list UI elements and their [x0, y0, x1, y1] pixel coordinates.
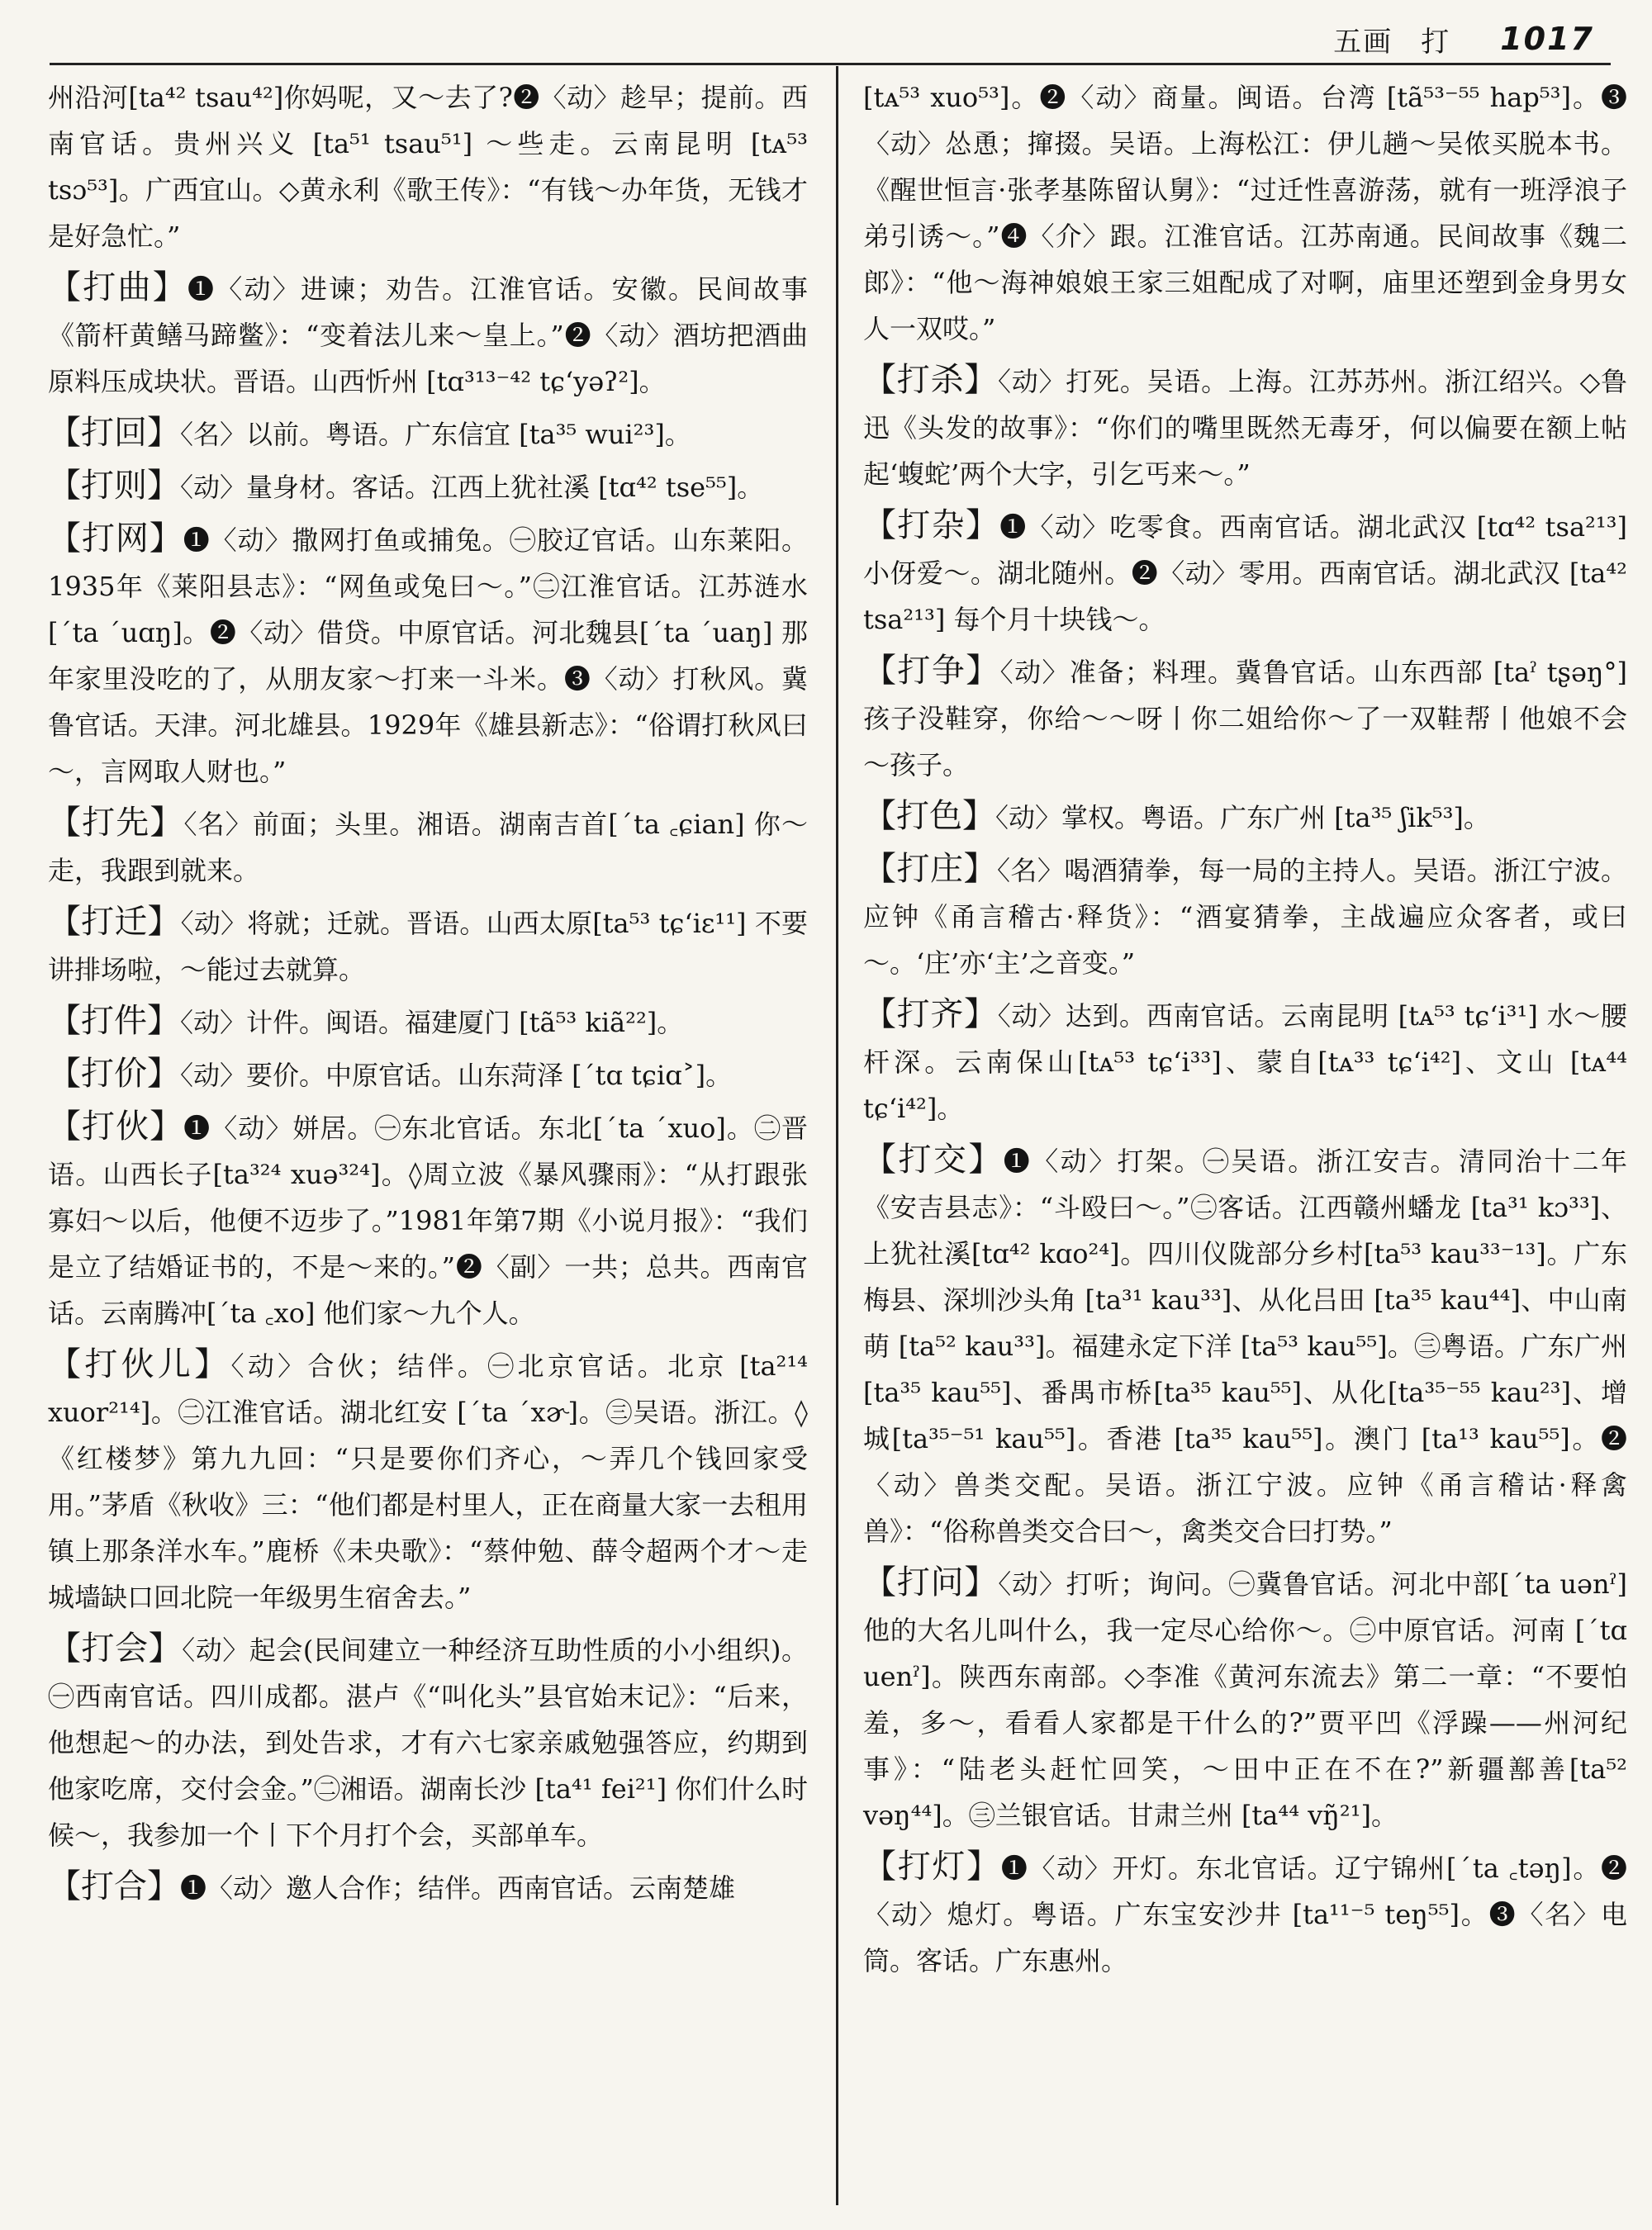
entry-headword: 【 打争 】	[863, 652, 1000, 690]
entry-definition: [tᴀ⁵³ xuo⁵³]。❷〈动〉商量。闽语。台湾 [tã⁵³⁻⁵⁵ hap⁵³]。❸〈动〉怂恿；撺掇。吴语。上海松江：伊儿趟～吴侬买脱本书。《醒世恒言·张孝基陈留认舅》：“过迁性喜游荡，就有一班浮浪子弟引诱～。”❹〈介〉跟。江淮官话。江苏南通。民间故事《魏二郎》：“他～海神娘娘王家三姐配成了对啊，庙里还塑到金身男女人一双哎。”	[863, 82, 1627, 344]
right-column	[863, 76, 1627, 1990]
entry-headword: 【 打庄 】	[863, 850, 997, 888]
entry-headword: 【 打网 】	[48, 520, 183, 558]
dictionary-entry	[863, 993, 1627, 1133]
section-label: 五画	[1333, 25, 1393, 59]
entry-headword: 【 打回 】	[48, 414, 180, 452]
entry-definition: 〈动〉打死。吴语。上海。江苏苏州。浙江绍兴。◇鲁迅《头发的故事》：“你们的嘴里既然无毒牙，何以偏要在额上帖起‘蝮蛇’两个大字，引乞丐来～。”	[863, 366, 1628, 490]
entry-headword: 【 打则 】	[48, 467, 180, 505]
entry-headword: 【 打伙 】	[48, 1108, 183, 1146]
dictionary-entry	[48, 411, 808, 459]
dictionary-entry	[863, 1138, 1627, 1556]
entry-headword: 【 打杂 】	[863, 506, 999, 544]
dictionary-entry	[48, 801, 808, 895]
entry-continuation	[48, 76, 808, 261]
dictionary-entry	[48, 517, 808, 796]
dictionary-entry	[863, 358, 1627, 499]
entry-headword: 【 打杀 】	[863, 361, 998, 399]
entry-definition: 〈动〉起会(民间建立一种经济互助性质的小小组织)。㊀西南官话。四川成都。湛卢《“叫化头”县官始末记》：“后来，他想起～的办法，到处告求，才有六七家亲戚勉强答应，约期到他家吃席，交付会金。”㊁湘语。湖南长沙 [ta⁴¹ fei²¹] 你们什么时候～，我参加一个丨下个月打个会，买部单车。	[48, 1635, 809, 1851]
entry-definition: ❶〈动〉开灯。东北官话。辽宁锦州[ˊta ꜀təŋ]。❷〈动〉熄灯。粤语。广东宝安沙井 [ta¹¹⁻⁵ teŋ⁵⁵]。❸〈名〉电筒。客话。广东惠州。	[863, 1853, 1628, 1976]
entry-headword: 【 打先 】	[48, 804, 183, 842]
entry-definition: ❶〈动〉进谏；劝告。江淮官话。安徽。民间故事《箭杆黄鳝马蹄鳖》：“变着法儿来～皇上。”❷〈动〉酒坊把酒曲原料压成块状。晋语。山西忻州 [tɑ³¹³⁻⁴² tɕʻyəʔ²]。	[48, 273, 809, 397]
entry-headword: 【 打问 】	[863, 1563, 998, 1601]
dictionary-entry	[48, 1343, 808, 1622]
dictionary-entry	[48, 1105, 808, 1338]
entry-definition: ❶〈动〉打架。㊀吴语。浙江安吉。清同治十二年《安吉县志》：“斗殴曰～。”㊁客话。江西赣州蟠龙 [ta³¹ kɔ³³]、上犹社溪[tɑ⁴² kɑo²⁴]。四川仪陇部分乡村[ta⁵³ kau³³⁻¹³]。广东梅县、深圳沙头角 [ta³¹ kau³³]、从化吕田 [ta³⁵ kau⁴⁴]、中山南萌 [ta⁵² kau³³]。福建永定下洋 [ta⁵³ kau⁵⁵]。㊂粤语。广东广州[ta³⁵ kau⁵⁵]、番禺市桥[ta³⁵ kau⁵⁵]、从化[ta³⁵⁻⁵⁵ kau²³]、增城[ta³⁵⁻⁵¹ kau⁵⁵]。香港 [ta³⁵ kau⁵⁵]。澳门 [ta¹³ kau⁵⁵]。❷〈动〉兽类交配。吴语。浙江宁波。应钟《甬言稽诂·释禽兽》：“俗称兽类交合曰～，禽类交合曰打势。”	[863, 1146, 1628, 1547]
header-rule	[50, 63, 1611, 65]
entry-definition: 〈动〉计件。闽语。福建厦门 [tã⁵³ kiã²²]。	[180, 1007, 684, 1038]
dictionary-entry	[48, 1052, 808, 1100]
entry-headword: 【 打会 】	[48, 1630, 182, 1668]
entry-definition: 〈动〉掌权。粤语。广东广州 [ta³⁵ ʃik⁵³]。	[995, 802, 1490, 833]
entry-definition: ❶〈动〉撒网打鱼或捕兔。㊀胶辽官话。山东莱阳。1935年《莱阳县志》：“网鱼或兔曰～。”㊁江淮官话。江苏涟水[ˊta ˊuɑŋ]。❷〈动〉借贷。中原官话。河北魏县[ˊta ˊuaŋ] 那年家里没吃的了，从朋友家～打来一斗米。❸〈动〉打秋风。冀鲁官话。天津。河北雄县。1929年《雄县新志》：“俗谓打秋风曰～，言网取人财也。”	[48, 524, 809, 787]
dictionary-entry	[863, 847, 1627, 988]
entry-definition: 〈名〉喝酒猜拳，每一局的主持人。吴语。浙江宁波。应钟《甬言稽古·释货》：“酒宴猜拳，主战遍应众客者，或曰～。‘庄’亦‘主’之音变。”	[863, 855, 1627, 979]
entry-headword: 【 打迁 】	[48, 903, 181, 941]
column-divider	[836, 66, 838, 2205]
entry-headword: 【 打曲 】	[48, 268, 188, 306]
dictionary-entry	[48, 464, 808, 512]
entry-headword: 【 打色 】	[863, 797, 995, 835]
entry-definition: 州沿河[ta⁴² tsau⁴²]你妈呢，又～去了?❷〈动〉趁早；提前。西南官话。贵州兴义 [ta⁵¹ tsau⁵¹] ～些走。云南昆明 [tᴀ⁵³ tsɔ⁵³]。广西宜山。◇黄永利《歌王传》：“有钱～办年货，无钱才是好急忙。”	[48, 82, 808, 252]
dictionary-entry	[863, 1845, 1627, 1986]
entry-definition: 〈动〉合伙；结伴。㊀北京官话。北京 [ta²¹⁴ xuor²¹⁴]。㊁江淮官话。湖北红安 [ˊta ˊxɚ]。㊂吴语。浙江。◊《红楼梦》第九九回：“只是要你们齐心，～弄几个钱回家受用。”茅盾《秋收》三：“他们都是村里人，正在商量大家一去租用镇上那条洋水车。”鹿桥《未央歌》：“蔡仲勉、薛令超两个才～走城墙缺口回北院一年级男生宿舍去。”	[48, 1350, 809, 1613]
entry-definition: ❶〈动〉吃零食。西南官话。湖北武汉 [tɑ⁴² tsa²¹³] 小伢爱～。湖北随州。❷〈动〉零用。西南官话。湖北武汉 [ta⁴² tsa²¹³] 每个月十块钱～。	[863, 511, 1627, 635]
entry-definition: 〈名〉前面；头里。湘语。湖南吉首[ˊta ꜀ɕian] 你～走，我跟到就来。	[48, 809, 809, 886]
entry-definition: ❶〈动〉邀人合作；结伴。西南官话。云南楚雄	[180, 1872, 736, 1904]
dictionary-entry	[863, 1561, 1627, 1840]
entry-headword: 【 打灯 】	[863, 1848, 1001, 1886]
dictionary-entry	[48, 999, 808, 1047]
entry-definition: 〈名〉以前。粤语。广东信宜 [ta³⁵ wui²³]。	[180, 419, 691, 450]
dictionary-entry	[48, 1865, 808, 1913]
page-number: 1017	[1500, 21, 1594, 57]
dictionary-entry	[48, 266, 808, 406]
dictionary-entry	[863, 649, 1627, 790]
entry-definition: 〈动〉达到。西南官话。云南昆明 [tᴀ⁵³ tɕʻi³¹] 水～腰杆深。云南保山[tᴀ⁵³ tɕʻi³³]、蒙自[tᴀ³³ tɕʻi⁴²]、文山 [tᴀ⁴⁴ tɕʻi⁴²]。	[863, 1000, 1627, 1124]
entry-headword: 【 打齐 】	[863, 995, 998, 1033]
entry-headword: 【 打伙儿 】	[48, 1345, 231, 1383]
dictionary-entry	[48, 900, 808, 994]
entry-headword: 【 打价 】	[48, 1055, 180, 1093]
entry-definition: 〈动〉打听；询问。㊀冀鲁官话。河北中部[ˊta uənˀ] 他的大名儿叫什么，我一定尽心给你～。㊁中原官话。河南 [ˊtɑ uenˀ]。陕西东南部。◇李准《黄河东流去》第二一章：“不要怕羞，多～，看看人家都是干什么的?”贾平凹《浮躁——州河纪事》：“陆老头赶忙回笑，～田中正在不在?”新疆鄯善[ta⁵² vəŋ⁴⁴]。㊂兰银官话。甘肃兰州 [ta⁴⁴ vŋ̃²¹]。	[863, 1568, 1628, 1831]
page-header	[50, 18, 1594, 59]
entry-continuation	[863, 76, 1627, 353]
entry-headword: 【 打件 】	[48, 1002, 180, 1040]
dictionary-entry	[48, 1627, 808, 1860]
header-character: 打	[1421, 25, 1451, 59]
dictionary-entry	[863, 504, 1627, 644]
entry-headword: 【 打合 】	[48, 1867, 180, 1905]
entry-headword: 【 打交 】	[863, 1141, 1004, 1179]
entry-definition: 〈动〉要价。中原官话。山东菏泽 [ˊtɑ tɕiɑ˃]。	[180, 1060, 733, 1091]
entry-definition: ❶〈动〉姘居。㊀东北官话。东北[ˊta ˊxuo]。㊁晋语。山西长子[ta³²⁴ xuə³²⁴]。◊周立波《暴风骤雨》：“从打跟张寡妇～以后，他便不迈步了。”1981年第7期《小说月报》：“我们是立了结婚证书的，不是～来的。”❷〈副〉一共；总共。西南官话。云南腾冲[ˊta ꜀xo] 他们家～九个人。	[48, 1113, 809, 1329]
entry-definition: 〈动〉准备；料理。冀鲁官话。山东西部 [taˀ tʂəŋ°] 孩子没鞋穿，你给～～呀丨你二姐给你～了一双鞋帮丨他娘不会～孩子。	[863, 657, 1628, 780]
entry-definition: 〈动〉量身材。客话。江西上犹社溪 [tɑ⁴² tse⁵⁵]。	[180, 472, 764, 503]
entry-definition: 〈动〉将就；迁就。晋语。山西太原[ta⁵³ tɕʻiɛ¹¹] 不要讲排场啦，～能过去就算。	[48, 908, 809, 985]
left-column	[48, 76, 808, 1918]
dictionary-entry	[863, 795, 1627, 842]
